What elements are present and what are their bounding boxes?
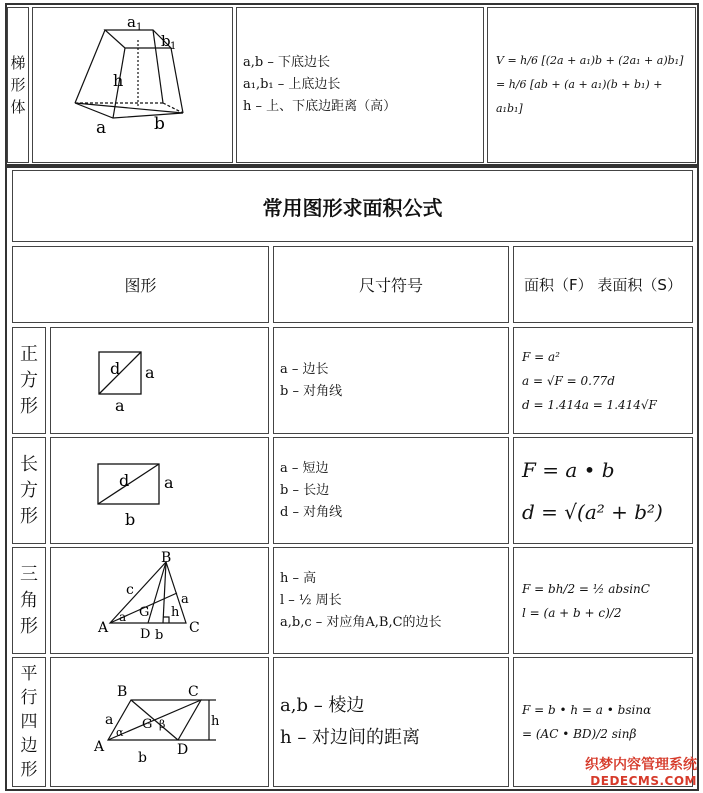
- label-a: a: [96, 118, 107, 138]
- square-label-side-bottom: a: [115, 396, 125, 415]
- rectangle-figure: [51, 438, 268, 543]
- triangle-label-G: G: [139, 605, 150, 620]
- watermark: [585, 757, 697, 789]
- triangle-label-D: D: [140, 627, 151, 642]
- triangle-label: 三 角 形: [12, 547, 46, 654]
- label-b: b: [154, 114, 165, 134]
- rectangle-label: 长 方 形: [12, 437, 46, 544]
- triangle-figure-cell: [50, 547, 269, 654]
- triangle-figure: [51, 548, 268, 653]
- triangle-label-h: h: [171, 605, 180, 620]
- parallelogram-formulas: F = b • h = a • bsinα = (AC • BD)/2 sinβ: [513, 657, 693, 787]
- label-h: h: [113, 71, 124, 90]
- square-figure-cell: [50, 327, 269, 434]
- frustum-figure-cell: [32, 7, 233, 163]
- parallelogram-label-G: G: [142, 717, 153, 732]
- square-symbols: a – 边长 b – 对角线: [273, 327, 509, 434]
- rectangle-symbols: a – 短边 b – 长边 d – 对角线: [273, 437, 509, 544]
- triangle-label-B: B: [161, 550, 172, 566]
- header-figure: 图形: [12, 246, 269, 323]
- header-area: 面积（F） 表面积（S）: [513, 246, 693, 323]
- label-a1-sub: 1: [136, 22, 143, 33]
- triangle-label-alpha: a: [119, 610, 127, 624]
- triangle-label-A: A: [98, 620, 109, 636]
- square-label-d: d: [110, 359, 121, 378]
- triangle-label-a: a: [181, 592, 189, 607]
- parallelogram-label-A: A: [94, 739, 105, 755]
- rectangle-label-d: d: [119, 471, 130, 490]
- rectangle-figure-cell: [50, 437, 269, 544]
- watermark-line-1: 织梦内容管理系统: [585, 757, 697, 773]
- parallelogram-label-C: C: [188, 684, 199, 700]
- frustum-symbols: a,b – 下底边长 a₁,b₁ – 上底边长 h – 上、下底边距离（高）: [236, 7, 484, 163]
- watermark-line-2: DEDECMS.COM: [590, 774, 697, 788]
- rectangle-label-a: a: [164, 473, 174, 492]
- triangle-label-b: b: [155, 628, 164, 643]
- triangle-formulas: F = bh/2 = ½ absinC l = (a + b + c)/2: [513, 547, 693, 654]
- frustum-figure: [33, 8, 232, 162]
- frustum-formula: V = h/6 [(2a + a₁)b + (2a₁ + a)b₁] = h/6 [ab + (a + a₁)(b + b₁) + a₁b₁]: [487, 7, 696, 163]
- parallelogram-label-alpha: α: [116, 726, 124, 739]
- parallelogram-figure-cell: [50, 657, 269, 787]
- parallelogram-symbols: a,b – 棱边 h – 对边间的距离: [273, 657, 509, 787]
- header-symbols: 尺寸符号: [273, 246, 509, 323]
- label-a1: a: [127, 13, 136, 31]
- triangle-label-c: c: [126, 582, 134, 598]
- square-formulas: F = a² a = √F = 0.77d d = 1.414a = 1.414√F: [513, 327, 693, 434]
- parallelogram-figure: [51, 658, 268, 786]
- square-figure: [51, 328, 268, 433]
- label-b1: b: [161, 32, 171, 50]
- triangle-label-C: C: [189, 620, 200, 636]
- parallelogram-label-a: a: [105, 712, 114, 728]
- parallelogram-label-beta: β: [159, 718, 166, 731]
- parallelogram-label-h: h: [211, 714, 220, 729]
- section-title: 常用图形求面积公式: [12, 170, 693, 242]
- square-label: 正 方 形: [12, 327, 46, 434]
- parallelogram-label: 平 行 四 边 形: [12, 657, 46, 787]
- rectangle-formulas: F = a • b d = √(a² + b²): [513, 437, 693, 544]
- rectangle-label-b: b: [125, 510, 136, 529]
- frustum-label: 梯 形 体: [7, 7, 29, 163]
- parallelogram-label-D: D: [177, 742, 189, 758]
- triangle-symbols: h – 高 l – ½ 周长 a,b,c – 对应角A,B,C的边长: [273, 547, 509, 654]
- label-b1-sub: 1: [170, 41, 177, 52]
- square-label-side-right: a: [145, 363, 155, 382]
- parallelogram-label-b: b: [138, 750, 147, 766]
- parallelogram-label-B: B: [117, 684, 128, 700]
